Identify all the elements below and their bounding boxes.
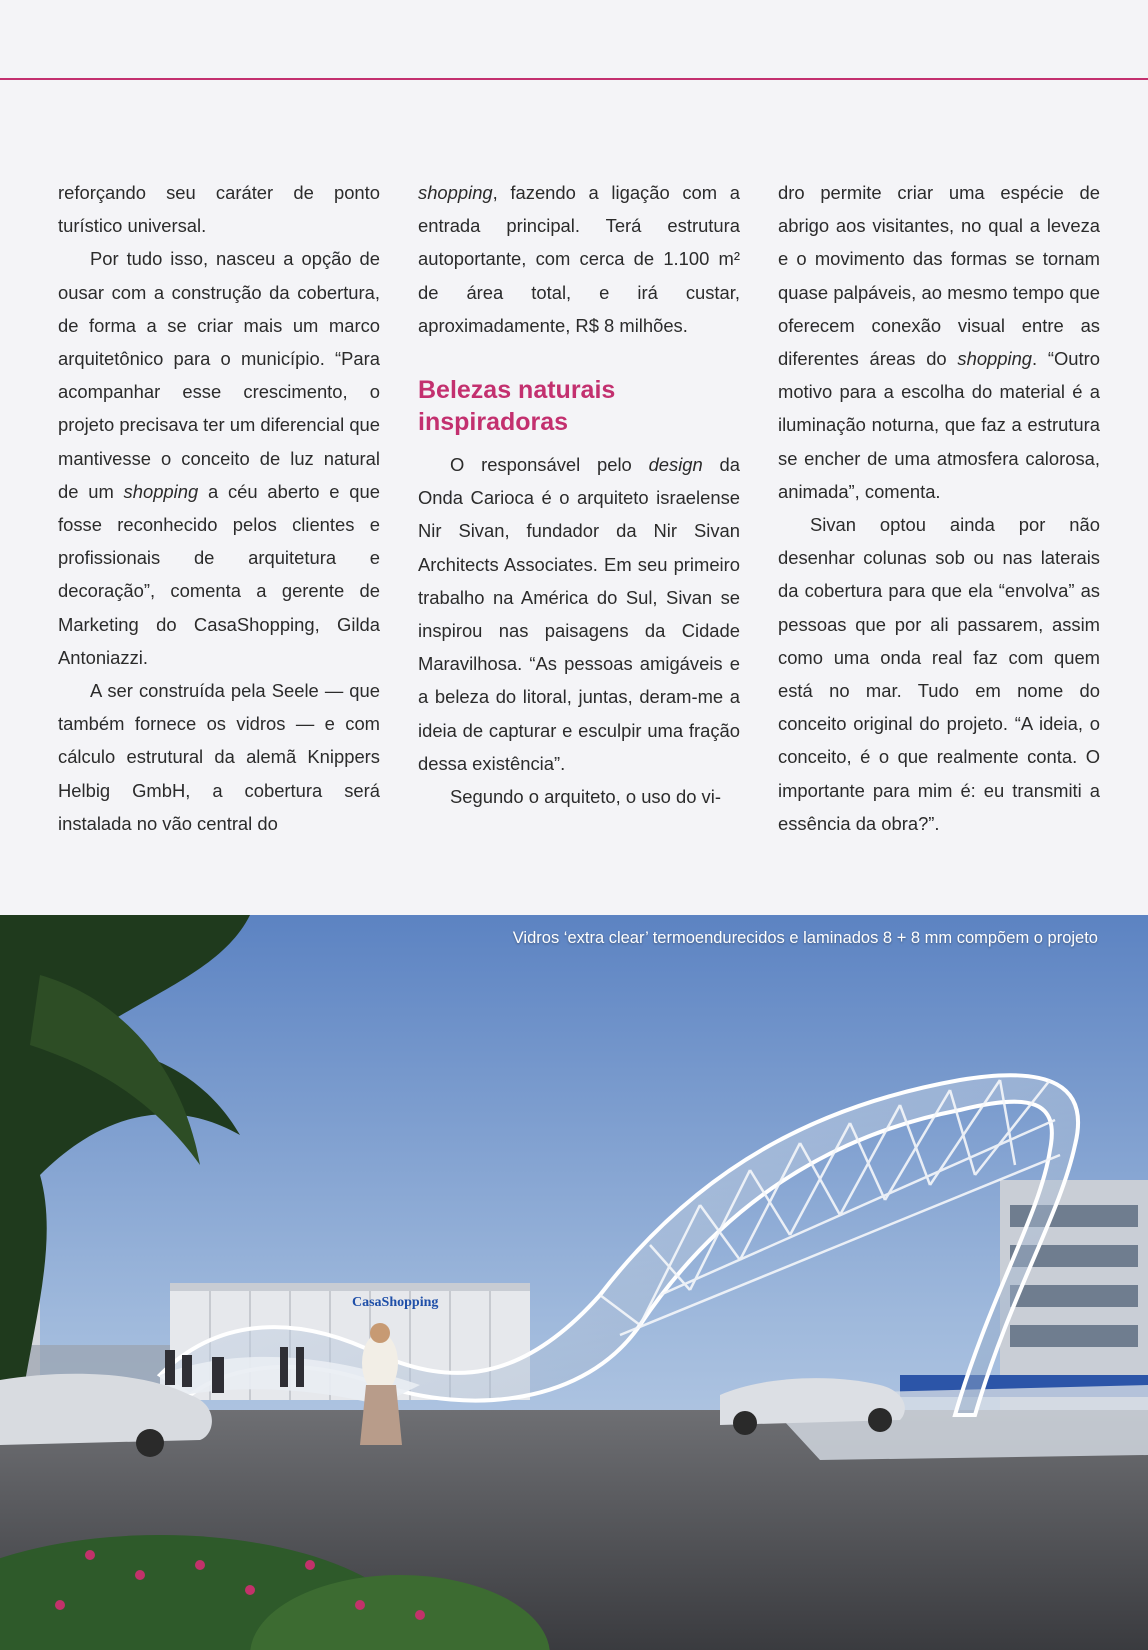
paragraph: A ser construída pela Seele — que também fornece os vidros — e com cálculo estrutural da alemã Knippers Helbig GmbH, a cobertura será instalada no vão central do <box>58 680 380 834</box>
paragraph: Segundo o arquiteto, o uso do vi- <box>450 786 721 808</box>
mall-sign: CasaShopping <box>352 1295 439 1310</box>
paragraph: shopping, fazendo a ligação com a entrada principal. Terá estrutura autoportante, com cerca de 1.100 m² de área total, e irá custar, aproximadamente, R$ 8 milhões. <box>418 182 740 336</box>
photo-caption: Vidros ‘extra clear’ termoendurecidos e laminados 8 + 8 mm compõem o projeto <box>512 929 1098 947</box>
paragraph: Por tudo isso, nasceu a opção de ousar com a construção da cobertura, de forma a se criar mais um marco arquitetônico para o município. “Para acompanhar esse crescimento, o projeto precisava ter um diferencial que mantivesse o conceito de luz natural de um shopping a céu aberto e que fosse reconhecido pelos clientes e profissionais de arquitetura e decoração”, comenta a gerente de Marketing do CasaShopping, Gilda Antoniazzi. <box>58 248 381 668</box>
paragraph: O responsável pelo design da Onda Carioca é o arquiteto israelense Nir Sivan, fundador da Nir Sivan Architects Associates. Em seu primeiro trabalho na América do Sul, Sivan se inspirou nas paisagens da Cidade Maravilhosa. “As pessoas amigáveis e a beleza do litoral, juntas, deram-me a ideia de capturar e esculpir uma fração dessa existência”. <box>418 454 740 774</box>
article-column-2 <box>418 176 740 813</box>
header-rule <box>0 78 1148 80</box>
paragraph: dro permite criar uma espécie de abrigo aos visitantes, no qual a leveza e o movimento das formas se tornam quase palpáveis, ao mesmo tempo que oferecem conexão visual entre as diferentes áreas do shopping. “Outro motivo para a escolha do material é a iluminação noturna, que faz a estrutura se encher de uma atmosfera calorosa, animada”, comenta. <box>778 182 1100 502</box>
article-column-1 <box>58 176 380 840</box>
article-column-3 <box>778 176 1100 840</box>
architecture-rendering-photo <box>0 915 1148 1650</box>
paragraph: reforçando seu caráter de ponto turístico universal. <box>58 182 380 237</box>
section-heading: Belezas naturais inspiradoras <box>418 376 616 437</box>
paragraph: Sivan optou ainda por não desenhar colunas sob ou nas laterais da cobertura para que ela “envolva” as pessoas que por ali passarem, assim como uma onda real faz com quem está no mar. Tudo em nome do conceito original do projeto. “A ideia, o conceito, é o que realmente conta. O importante para mim é: eu transmiti a essência da obra?”. <box>778 514 1100 834</box>
rendering-illustration <box>0 915 1148 1650</box>
